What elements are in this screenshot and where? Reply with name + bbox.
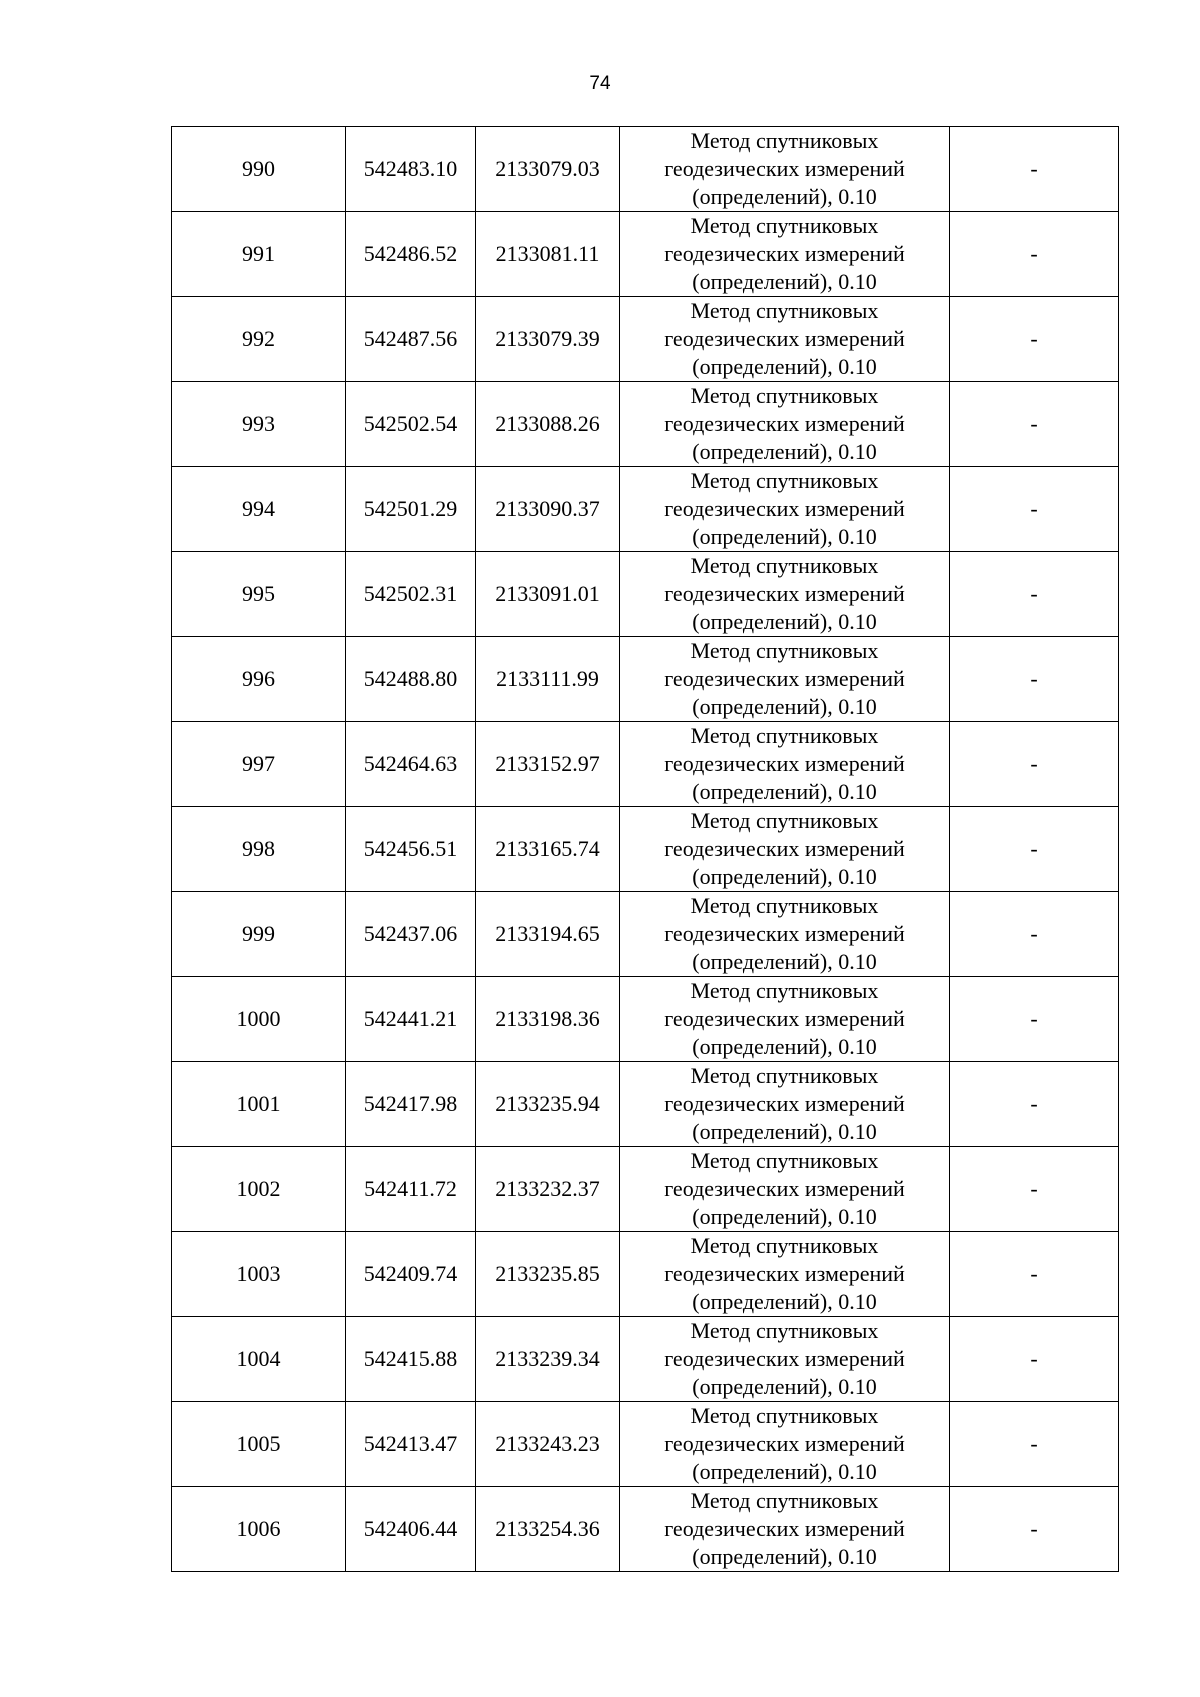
point-number-cell: 997: [172, 722, 346, 807]
method-cell: [620, 212, 950, 297]
method-cell: [620, 297, 950, 382]
method-cell: [620, 552, 950, 637]
point-number-cell: 993: [172, 382, 346, 467]
method-text-line: геодезических измерений: [664, 666, 905, 691]
method-cell: [620, 382, 950, 467]
note-cell: -: [950, 722, 1119, 807]
method-text-line: (определений), 0.10: [692, 694, 877, 719]
method-text-line: геодезических измерений: [664, 1431, 905, 1456]
method-text-line: Метод спутниковых: [690, 383, 879, 408]
table-row: [172, 1487, 1119, 1572]
y-coordinate-cell: 2133194.65: [476, 892, 620, 977]
method-cell: [620, 977, 950, 1062]
method-text-line: (определений), 0.10: [692, 354, 877, 379]
x-coordinate-cell: 542441.21: [346, 977, 476, 1062]
note-cell: -: [950, 1402, 1119, 1487]
note-cell: -: [950, 1487, 1119, 1572]
method-text-line: (определений), 0.10: [692, 184, 877, 209]
method-cell: [620, 1062, 950, 1147]
point-number-cell: 990: [172, 127, 346, 212]
note-cell: -: [950, 977, 1119, 1062]
x-coordinate-cell: 542502.31: [346, 552, 476, 637]
note-cell: -: [950, 212, 1119, 297]
table-row: [172, 722, 1119, 807]
point-number-cell: 995: [172, 552, 346, 637]
point-number-cell: 996: [172, 637, 346, 722]
method-text-line: (определений), 0.10: [692, 949, 877, 974]
table-row: [172, 892, 1119, 977]
table-row: [172, 1317, 1119, 1402]
y-coordinate-cell: 2133152.97: [476, 722, 620, 807]
note-cell: -: [950, 637, 1119, 722]
method-text-line: Метод спутниковых: [690, 723, 879, 748]
point-number-cell: 999: [172, 892, 346, 977]
y-coordinate-cell: 2133235.85: [476, 1232, 620, 1317]
x-coordinate-cell: 542437.06: [346, 892, 476, 977]
method-text-line: (определений), 0.10: [692, 1374, 877, 1399]
table-row: [172, 297, 1119, 382]
note-cell: -: [950, 807, 1119, 892]
y-coordinate-cell: 2133254.36: [476, 1487, 620, 1572]
method-cell: [620, 637, 950, 722]
x-coordinate-cell: 542464.63: [346, 722, 476, 807]
y-coordinate-cell: 2133081.11: [476, 212, 620, 297]
method-cell: [620, 467, 950, 552]
method-text-line: Метод спутниковых: [690, 1488, 879, 1513]
table-row: [172, 637, 1119, 722]
y-coordinate-cell: 2133091.01: [476, 552, 620, 637]
x-coordinate-cell: 542409.74: [346, 1232, 476, 1317]
y-coordinate-cell: 2133079.39: [476, 297, 620, 382]
method-text-line: геодезических измерений: [664, 1176, 905, 1201]
point-number-cell: 1001: [172, 1062, 346, 1147]
point-number-cell: 1005: [172, 1402, 346, 1487]
x-coordinate-cell: 542483.10: [346, 127, 476, 212]
point-number-cell: 1003: [172, 1232, 346, 1317]
y-coordinate-cell: 2133239.34: [476, 1317, 620, 1402]
table-row: [172, 1062, 1119, 1147]
note-cell: -: [950, 382, 1119, 467]
x-coordinate-cell: 542411.72: [346, 1147, 476, 1232]
x-coordinate-cell: 542488.80: [346, 637, 476, 722]
table-row: [172, 977, 1119, 1062]
method-text-line: Метод спутниковых: [690, 1148, 879, 1173]
method-text-line: геодезических измерений: [664, 1091, 905, 1116]
y-coordinate-cell: 2133088.26: [476, 382, 620, 467]
x-coordinate-cell: 542487.56: [346, 297, 476, 382]
coordinates-table: [171, 126, 1119, 1572]
note-cell: -: [950, 127, 1119, 212]
table-row: [172, 1402, 1119, 1487]
method-text-line: (определений), 0.10: [692, 1034, 877, 1059]
table-row: [172, 552, 1119, 637]
method-text-line: геодезических измерений: [664, 241, 905, 266]
coordinates-table-body: [172, 127, 1119, 1572]
point-number-cell: 1004: [172, 1317, 346, 1402]
method-text-line: Метод спутниковых: [690, 468, 879, 493]
y-coordinate-cell: 2133235.94: [476, 1062, 620, 1147]
method-text-line: Метод спутниковых: [690, 893, 879, 918]
point-number-cell: 991: [172, 212, 346, 297]
table-row: [172, 1232, 1119, 1317]
method-text-line: геодезических измерений: [664, 411, 905, 436]
page-number: 74: [589, 73, 611, 94]
method-text-line: Метод спутниковых: [690, 553, 879, 578]
method-text-line: (определений), 0.10: [692, 1204, 877, 1229]
method-text-line: Метод спутниковых: [690, 808, 879, 833]
method-text-line: геодезических измерений: [664, 581, 905, 606]
method-text-line: (определений), 0.10: [692, 1459, 877, 1484]
method-cell: [620, 892, 950, 977]
note-cell: -: [950, 1147, 1119, 1232]
y-coordinate-cell: 2133111.99: [476, 637, 620, 722]
method-text-line: геодезических измерений: [664, 751, 905, 776]
point-number-cell: 992: [172, 297, 346, 382]
method-text-line: (определений), 0.10: [692, 1289, 877, 1314]
x-coordinate-cell: 542415.88: [346, 1317, 476, 1402]
x-coordinate-cell: 542406.44: [346, 1487, 476, 1572]
method-text-line: геодезических измерений: [664, 921, 905, 946]
method-text-line: Метод спутниковых: [690, 1063, 879, 1088]
method-cell: [620, 1402, 950, 1487]
method-text-line: геодезических измерений: [664, 1516, 905, 1541]
y-coordinate-cell: 2133232.37: [476, 1147, 620, 1232]
method-text-line: геодезических измерений: [664, 326, 905, 351]
method-text-line: геодезических измерений: [664, 1261, 905, 1286]
method-cell: [620, 807, 950, 892]
method-cell: [620, 1317, 950, 1402]
method-text-line: (определений), 0.10: [692, 439, 877, 464]
method-text-line: геодезических измерений: [664, 1346, 905, 1371]
table-row: [172, 467, 1119, 552]
method-text-line: Метод спутниковых: [690, 1318, 879, 1343]
note-cell: -: [950, 1232, 1119, 1317]
method-text-line: (определений), 0.10: [692, 609, 877, 634]
method-text-line: Метод спутниковых: [690, 638, 879, 663]
note-cell: -: [950, 297, 1119, 382]
table-row: [172, 1147, 1119, 1232]
method-text-line: (определений), 0.10: [692, 1544, 877, 1569]
point-number-cell: 1000: [172, 977, 346, 1062]
method-cell: [620, 722, 950, 807]
y-coordinate-cell: 2133165.74: [476, 807, 620, 892]
point-number-cell: 994: [172, 467, 346, 552]
method-text-line: (определений), 0.10: [692, 779, 877, 804]
point-number-cell: 1002: [172, 1147, 346, 1232]
method-text-line: геодезических измерений: [664, 836, 905, 861]
table-row: [172, 382, 1119, 467]
note-cell: -: [950, 892, 1119, 977]
method-text-line: Метод спутниковых: [690, 213, 879, 238]
y-coordinate-cell: 2133198.36: [476, 977, 620, 1062]
method-text-line: геодезических измерений: [664, 156, 905, 181]
x-coordinate-cell: 542456.51: [346, 807, 476, 892]
note-cell: -: [950, 1062, 1119, 1147]
table-row: [172, 807, 1119, 892]
method-text-line: (определений), 0.10: [692, 1119, 877, 1144]
method-text-line: Метод спутниковых: [690, 1403, 879, 1428]
point-number-cell: 998: [172, 807, 346, 892]
x-coordinate-cell: 542486.52: [346, 212, 476, 297]
x-coordinate-cell: 542417.98: [346, 1062, 476, 1147]
method-cell: [620, 1147, 950, 1232]
note-cell: -: [950, 1317, 1119, 1402]
method-text-line: (определений), 0.10: [692, 864, 877, 889]
note-cell: -: [950, 467, 1119, 552]
method-cell: [620, 1487, 950, 1572]
method-text-line: (определений), 0.10: [692, 524, 877, 549]
method-text-line: Метод спутниковых: [690, 128, 879, 153]
method-text-line: геодезических измерений: [664, 1006, 905, 1031]
table-row: [172, 212, 1119, 297]
y-coordinate-cell: 2133079.03: [476, 127, 620, 212]
x-coordinate-cell: 542413.47: [346, 1402, 476, 1487]
method-text-line: Метод спутниковых: [690, 298, 879, 323]
table-row: [172, 127, 1119, 212]
y-coordinate-cell: 2133243.23: [476, 1402, 620, 1487]
method-text-line: геодезических измерений: [664, 496, 905, 521]
method-text-line: Метод спутниковых: [690, 1233, 879, 1258]
method-text-line: Метод спутниковых: [690, 978, 879, 1003]
x-coordinate-cell: 542501.29: [346, 467, 476, 552]
method-cell: [620, 1232, 950, 1317]
y-coordinate-cell: 2133090.37: [476, 467, 620, 552]
note-cell: -: [950, 552, 1119, 637]
method-text-line: (определений), 0.10: [692, 269, 877, 294]
x-coordinate-cell: 542502.54: [346, 382, 476, 467]
point-number-cell: 1006: [172, 1487, 346, 1572]
method-cell: [620, 127, 950, 212]
